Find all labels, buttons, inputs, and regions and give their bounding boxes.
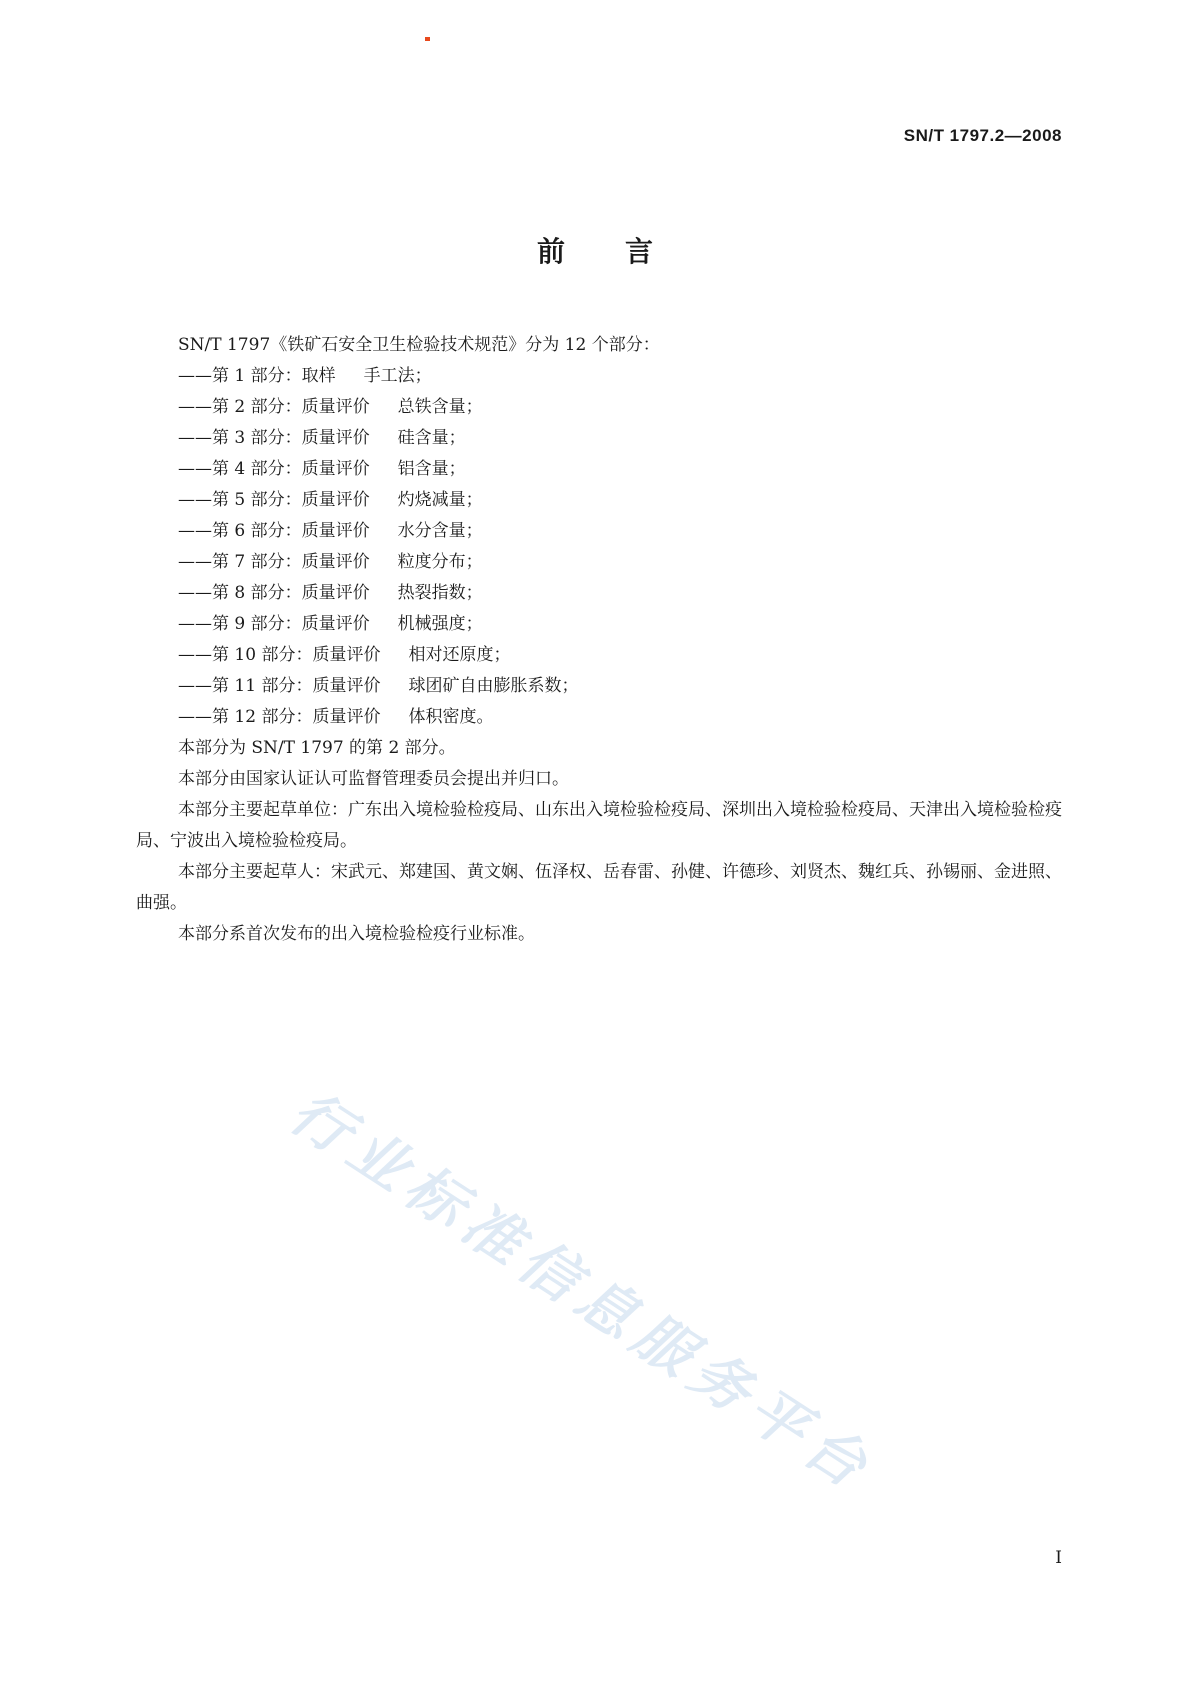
proposed-by-statement: 本部分由国家认证认可监督管理委员会提出并归口。 <box>178 769 569 789</box>
title-char-1: 前 <box>536 235 565 268</box>
part-item: ——第 6 部分：质量评价 水分含量； <box>178 521 483 541</box>
part-item: ——第 8 部分：质量评价 热裂指数； <box>178 583 483 603</box>
red-marker <box>425 37 430 41</box>
part-item: ——第 10 部分：质量评价 相对还原度； <box>178 645 511 665</box>
title-char-2: 言 <box>625 235 654 268</box>
page-title <box>0 230 1190 270</box>
part-item: ——第 12 部分：质量评价 体积密度。 <box>178 707 494 727</box>
drafting-units-statement: 本部分主要起草单位：广东出入境检验检疫局、山东出入境检验检疫局、深圳出入境检验检疫局、天津出入境检验检疫局、宁波出入境检验检疫局。 <box>136 800 1062 851</box>
first-release-statement: 本部分系首次发布的出入境检验检疫行业标准。 <box>178 924 535 944</box>
part-item: ——第 5 部分：质量评价 灼烧减量； <box>178 490 483 510</box>
part-item: ——第 9 部分：质量评价 机械强度； <box>178 614 483 634</box>
part-item: ——第 3 部分：质量评价 硅含量； <box>178 428 466 448</box>
part-item: ——第 7 部分：质量评价 粒度分布； <box>178 552 483 572</box>
page-number: I <box>1055 1548 1062 1568</box>
intro-paragraph: SN/T 1797《铁矿石安全卫生检验技术规范》分为 12 个部分： <box>178 335 660 355</box>
part-item: ——第 1 部分：取样 手工法； <box>178 366 432 386</box>
standard-number: SN/T 1797.2—2008 <box>903 126 1062 145</box>
watermark: 行业标准信息服务平台 <box>278 1077 887 1506</box>
foreword-body <box>136 330 1066 950</box>
drafters-statement: 本部分主要起草人：宋武元、郑建国、黄文娴、伍泽权、岳春雷、孙健、许德珍、刘贤杰、魏红兵、孙锡丽、金进照、曲强。 <box>136 862 1062 913</box>
part-item: ——第 2 部分：质量评价 总铁含量； <box>178 397 483 417</box>
part-item: ——第 4 部分：质量评价 铝含量； <box>178 459 466 479</box>
part-item: ——第 11 部分：质量评价 球团矿自由膨胀系数； <box>178 676 579 696</box>
this-part-statement: 本部分为 SN/T 1797 的第 2 部分。 <box>178 738 456 758</box>
